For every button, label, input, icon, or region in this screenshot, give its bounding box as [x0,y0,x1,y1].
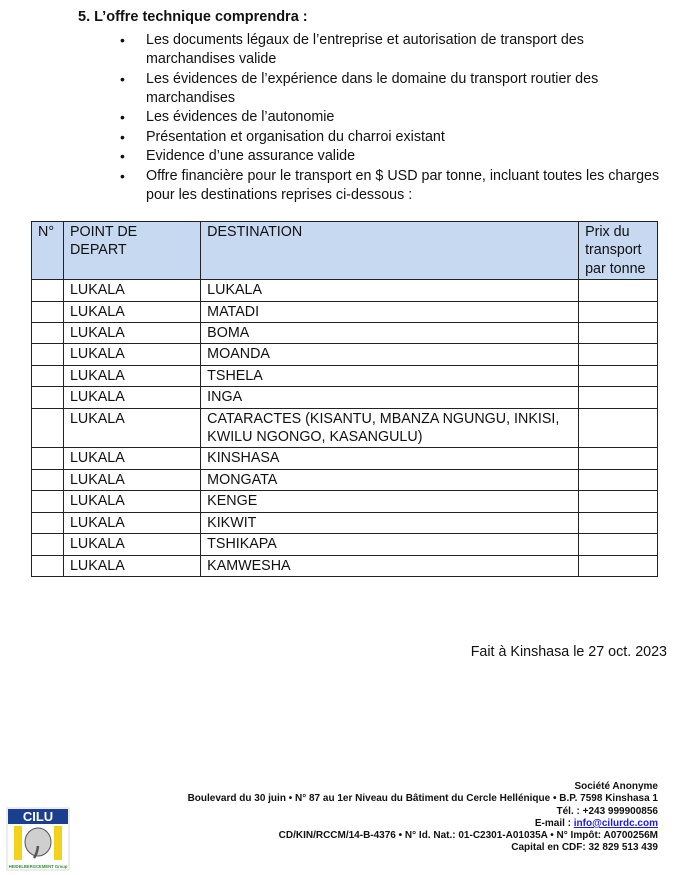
table-row [32,344,658,365]
logo-bar-right [54,826,62,860]
cell-departure: LUKALA [63,344,200,365]
cell-destination: TSHIKAPA [201,534,579,555]
table-row [32,408,658,448]
cell-departure: LUKALA [63,408,200,448]
cell-destination: INGA [201,387,579,408]
cell-departure: LUKALA [63,534,200,555]
table-body [32,280,658,577]
table-row [32,365,658,386]
cell-departure: LUKALA [63,512,200,533]
email-label: E-mail : [534,817,574,829]
list-item: • Les évidences de l’autonomie [120,109,335,125]
cell-number [32,491,64,512]
cell-price [579,448,658,469]
cell-price [579,387,658,408]
bullet-icon: • [120,109,125,125]
logo-name: CILU [22,809,54,824]
company-capital: Capital en CDF: 32 829 513 439 [511,842,658,854]
cell-destination: LUKALA [201,280,579,301]
table-row [32,469,658,490]
cell-number [32,469,64,490]
cell-price [579,469,658,490]
cell-price [579,323,658,344]
destinations-table [31,221,658,577]
cell-number [32,555,64,576]
cell-number [32,344,64,365]
table-header-row [32,222,658,280]
header-price: Prix du transport par tonne [579,222,658,280]
cell-destination: KAMWESHA [201,555,579,576]
cell-price [579,280,658,301]
cell-departure: LUKALA [63,469,200,490]
cell-price [579,344,658,365]
cell-departure: LUKALA [63,365,200,386]
cell-departure: LUKALA [63,280,200,301]
signoff-date: Fait à Kinshasa le 27 oct. 2023 [470,644,667,660]
company-address: Boulevard du 30 juin • N° 87 au 1er Niveau du Bâtiment du Cercle Hellénique • B.P. 7598 Kinshasa 1 [187,793,658,805]
cell-price [579,301,658,322]
cell-departure: LUKALA [63,491,200,512]
company-registration: CD/KIN/RCCM/14-B-4376 • N° Id. Nat.: 01-C2301-A01035A • N° Impôt: A0700256M [278,830,658,842]
cell-number [32,534,64,555]
cilu-logo [4,806,72,872]
list-item: • Evidence d’une assurance valide [120,148,356,164]
list-item: • Offre financière pour le transport en $ USD par tonne, incluant toutes les charges pour les destinations reprises ci-dessous : [120,167,660,203]
cell-number [32,512,64,533]
bullet-icon: • [120,70,125,87]
company-footer [188,781,658,855]
header-number: N° [32,222,64,280]
bullet-icon: • [120,32,125,48]
cell-number [32,323,64,344]
bullet-icon: • [120,128,125,145]
cell-number [32,280,64,301]
table-row [32,280,658,301]
table-row [32,387,658,408]
cell-destination: KIKWIT [201,512,579,533]
logo-bar-left [14,826,22,860]
cell-price [579,512,658,533]
company-type: Société Anonyme [574,781,658,792]
cell-price [579,534,658,555]
company-email-line [188,818,658,830]
cell-departure: LUKALA [63,387,200,408]
requirements-list [118,31,673,205]
list-item: • Les évidences de l’expérience dans le domaine du transport routier des marchandises [120,70,599,106]
bullet-icon: • [120,148,125,164]
cell-price [579,408,658,448]
cell-destination: BOMA [201,323,579,344]
cell-price [579,365,658,386]
cell-destination: KENGE [201,491,579,512]
cell-number [32,301,64,322]
table-row [32,512,658,533]
cell-price [579,555,658,576]
cell-number [32,365,64,386]
company-phone: Tél. : +243 999900856 [556,805,658,817]
table-row [32,534,658,555]
cell-departure: LUKALA [63,448,200,469]
cell-number [32,448,64,469]
cell-destination: MATADI [201,301,579,322]
cell-number [32,387,64,408]
cell-destination: KINSHASA [201,448,579,469]
cell-destination: CATARACTES (KISANTU, MBANZA NGUNGU, INKISI, KWILU NGONGO, KASANGULU) [201,408,579,448]
header-departure: POINT DE DEPART [63,222,200,280]
cell-destination: TSHELA [201,365,579,386]
cell-departure: LUKALA [63,323,200,344]
cell-number [32,408,64,448]
email-link[interactable]: info@cilurdc.com [573,817,658,829]
table-row [32,491,658,512]
bullet-icon: • [120,167,125,184]
logo-subtitle: HEIDELBERGCEMENT Group [8,864,68,869]
header-destination: DESTINATION [201,222,579,280]
list-item: • Les documents légaux de l’entreprise et autorisation de transport des marchandises valide [120,32,584,67]
list-item: • Présentation et organisation du charroi existant [120,128,445,145]
cell-destination: MOANDA [201,344,579,365]
table-row [32,301,658,322]
cell-price [579,491,658,512]
cell-departure: LUKALA [63,555,200,576]
section-heading: 5. L’offre technique comprendra : [78,9,308,25]
cell-destination: MONGATA [201,469,579,490]
table-row [32,323,658,344]
table-row [32,555,658,576]
cell-departure: LUKALA [63,301,200,322]
table-row [32,448,658,469]
